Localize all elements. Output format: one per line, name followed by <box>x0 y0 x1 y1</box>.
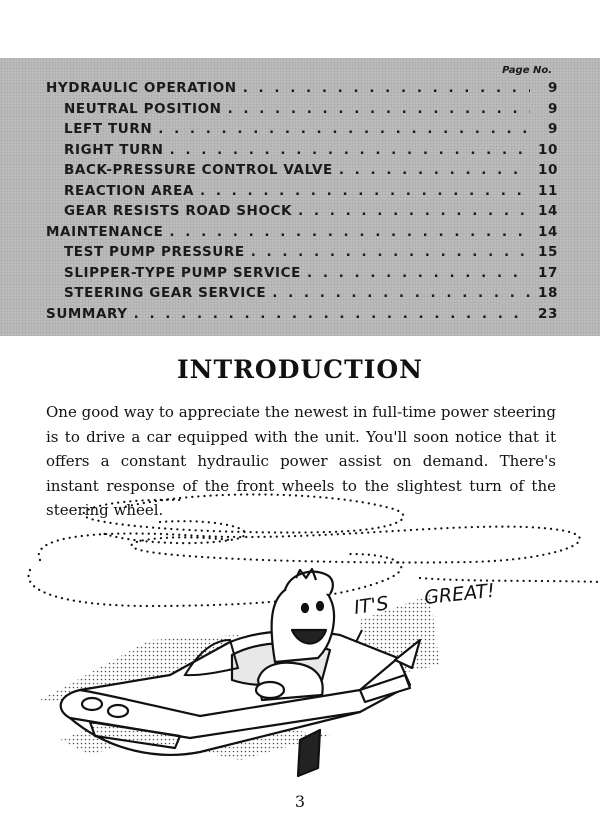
toc-leader-dots <box>272 283 530 304</box>
toc-entry <box>46 201 558 222</box>
toc-entry <box>46 304 558 325</box>
toc-entry-label: SUMMARY <box>46 305 128 322</box>
toc-entry <box>46 119 558 140</box>
speech-mark <box>356 630 362 642</box>
toc-entry-label: RIGHT TURN <box>64 141 164 158</box>
table-of-contents <box>0 58 600 336</box>
introduction-title: INTRODUCTION <box>176 355 423 384</box>
toc-leader-dots <box>200 181 530 202</box>
toc-entry-label: HYDRAULIC OPERATION <box>46 80 237 96</box>
driver-car-illustration <box>0 490 600 800</box>
toc-entry-label: GEAR RESISTS ROAD SHOCK <box>64 203 293 219</box>
toc-leader-dots <box>298 201 530 222</box>
speech-its: IT'S <box>352 592 390 619</box>
page-number: 3 <box>294 792 306 811</box>
toc-entry-page: 11 <box>538 182 558 199</box>
toc-entry <box>46 181 558 202</box>
toc-leader-dots <box>307 263 530 284</box>
toc-entry-page: 9 <box>548 100 558 117</box>
toc-leader-dots <box>170 140 530 161</box>
toc-entry-page: 17 <box>538 264 558 281</box>
toc-list <box>46 78 558 324</box>
toc-entry-label: NEUTRAL POSITION <box>64 100 222 117</box>
toc-leader-dots <box>339 160 530 181</box>
speech-great: GREAT! <box>423 579 496 609</box>
toc-page-header: Page No. <box>502 65 552 76</box>
toc-leader-dots <box>228 99 530 120</box>
toc-entry <box>46 242 558 263</box>
toc-entry-page: 9 <box>548 80 558 96</box>
toc-leader-dots <box>169 222 530 243</box>
toc-entry <box>46 222 558 243</box>
toc-entry <box>46 99 558 120</box>
toc-entry-page: 18 <box>538 285 558 301</box>
toc-entry-page: 23 <box>538 305 558 322</box>
toc-entry-label: SLIPPER-TYPE PUMP SERVICE <box>64 264 301 281</box>
toc-leader-dots <box>243 78 530 99</box>
toc-entry-page: 14 <box>538 203 558 219</box>
toc-entry-label: LEFT TURN <box>64 121 153 137</box>
toc-entry <box>46 160 558 181</box>
toc-entry <box>46 140 558 161</box>
toc-entry-label: MAINTENANCE <box>46 223 164 240</box>
toc-entry-label: REACTION AREA <box>64 182 194 199</box>
toc-entry-page: 10 <box>538 141 558 158</box>
toc-leader-dots <box>158 119 530 140</box>
toc-entry <box>46 263 558 284</box>
toc-entry-label: TEST PUMP PRESSURE <box>64 244 245 260</box>
toc-entry-label: STEERING GEAR SERVICE <box>64 285 267 301</box>
introduction-paragraph: One good way to appreciate the newest in full-time power steering is to drive a car equipped with the unit. You'll soon notice that it offers a constant hydraulic power assist on demand. There's instant response of the front wheels to the slightest turn of the steering wheel. <box>46 403 556 519</box>
toc-entry <box>46 78 558 99</box>
toc-entry-page: 10 <box>538 162 558 178</box>
toc-leader-dots <box>134 304 530 325</box>
toc-entry <box>46 283 558 304</box>
toc-entry-label: BACK-PRESSURE CONTROL VALVE <box>64 162 333 178</box>
toc-entry-page: 14 <box>538 223 558 240</box>
toc-entry-page: 9 <box>548 121 558 137</box>
toc-entry-page: 15 <box>538 244 558 260</box>
toc-leader-dots <box>251 242 530 263</box>
